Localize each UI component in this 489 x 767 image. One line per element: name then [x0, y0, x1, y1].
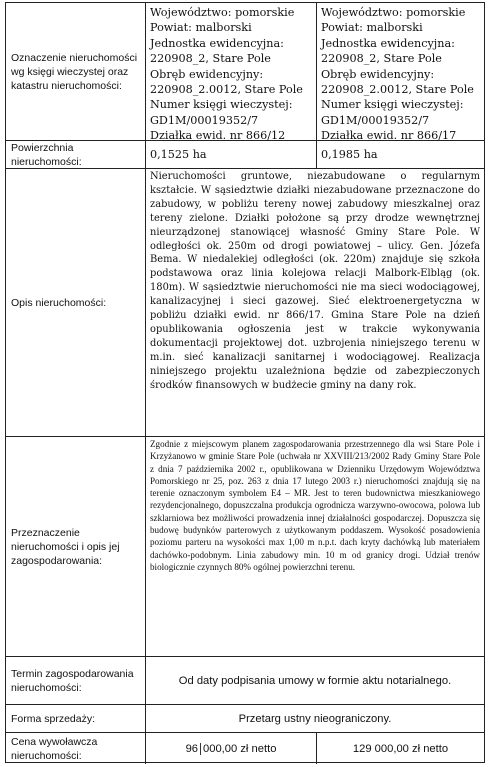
row-development-term [6, 657, 484, 705]
purpose-text: Zgodnie z miejscowym planem zagospodarowania przestrzennego dla wsi Stare Pole i Krzyżanowo w gminie Stare Pole (uchwała nr XXVIII/213/2002 Rady Gminy Stare Pole z dnia 7 października 2002 r., opublikowana w Dzienniku Urzędowym Województwa Pomorskiego nr 25, poz. 263 z dnia 17 lutego 2003 r.) nieruchomości znajdują się na terenie oznaczonym symbolem E4 – MR. Jest to teren budownictwa mieszkaniowego rezydencjonalnego, dopuszczalna produkcja ogrodnicza warzywno-owocowa, polowa lub szklarniowa bez możliwości prowadzenia innej działalności gospodarczej. Dopuszcza się budowę budynków parterowych z użytkowanym poddaszem. Wysokość posadowienia poziomu parteru na wysokości max 1,00 m n.p.t. dach kryty dachówką lub materiałem dachówko-podobnym. Linia zabudowy min. 10 m od granicy drogi. Udział trenów biologicznie czynnych 80% ogólnej powierzchni terenu. [150, 439, 480, 572]
text-cursor-icon [200, 743, 201, 755]
row-description [6, 169, 484, 437]
label-designation: Oznaczenie nieruchomości wg księgi wieczystej oraz katastru nieruchomości: [6, 3, 146, 140]
designation-plot-866-17: Województwo: pomorskie Powiat: malborski Jednostka ewidencyjna: 220908_2, Stare Pole Obręb ewidencyjny: 220908_2.0012, Stare Pole Numer księgi wieczystej: GD1M/00019352/7 Działka ewid. nr 866/17 [321, 6, 474, 143]
price-plot-866-12: 96 000,00 zł netto [146, 733, 317, 764]
designation-plot-866-12: Województwo: pomorskie Powiat: malborski Jednostka ewidencyjna: 220908_2, Stare Pole Obręb ewidencyjny: 220908_2.0012, Stare Pole Numer księgi wieczystej: GD1M/00019352/7 Działka ewid. nr 866/12 [146, 3, 317, 140]
development-term-value: Od daty podpisania umowy w formie aktu notarialnego. [178, 674, 452, 687]
row-starting-price [6, 733, 484, 764]
label-area: Powierzchnia nieruchomości: [6, 141, 146, 168]
label-development-term: Termin zagospodarowania nieruchomości: [6, 657, 146, 704]
area-plot-866-17: 0,1985 ha [321, 147, 378, 161]
property-table [5, 2, 485, 763]
label-starting-price: Cena wywoławcza nieruchomości: [6, 733, 146, 764]
row-designation [6, 3, 484, 141]
label-sale-form: Forma sprzedaży: [6, 705, 146, 732]
price-plot-866-17: 129 000,00 zł netto [352, 742, 449, 755]
sale-form-value: Przetarg ustny nieograniczony. [238, 712, 392, 725]
area-plot-866-12: 0,1525 ha [146, 141, 317, 168]
label-description: Opis nieruchomości: [6, 169, 146, 436]
description-text: Nieruchomości gruntowe, niezabudowane o regularnym kształcie. W sąsiedztwie działki niezabudowane przeznaczone do zabudowy, w pobliżu tereny nowej zabudowy mieszkalnej oraz tereny zielone. Działki położone są przy drodze wewnętrznej nieurządzonej stanowiącej własność Gminy Stare Pole. W odległości ok. 250m od drogi powiatowej – ulicy. Gen. Józefa Bema. W niedalekiej odległości (ok. 220m) znajduje się szkoła podstawowa oraz linia kolejowa relacji Malbork-Elbląg (ok. 180m). W sąsiedztwie nieruchomości nie ma sieci wodociągowej, kanalizacyjnej i sieci gazowej. Sieć elektroenergetyczna w pobliżu działki ewid. nr 866/17. Gmina Stare Pole na dzień opublikowania ogłoszenia jest w trakcie wykonywania dokumentacji projektowej dot. uzbrojenia niniejszego terenu w m.in. sieć kanalizacji sanitarnej i wodociągowej. Realizacja niniejszego projektu uzależniona będzie od zabezpieczonych środków finansowych w budżecie gminy na dany rok. [150, 171, 480, 391]
label-purpose: Przeznaczenie nieruchomości i opis jej zagospodarowania: [6, 437, 146, 656]
row-area [6, 141, 484, 169]
row-purpose [6, 437, 484, 657]
row-sale-form [6, 705, 484, 733]
